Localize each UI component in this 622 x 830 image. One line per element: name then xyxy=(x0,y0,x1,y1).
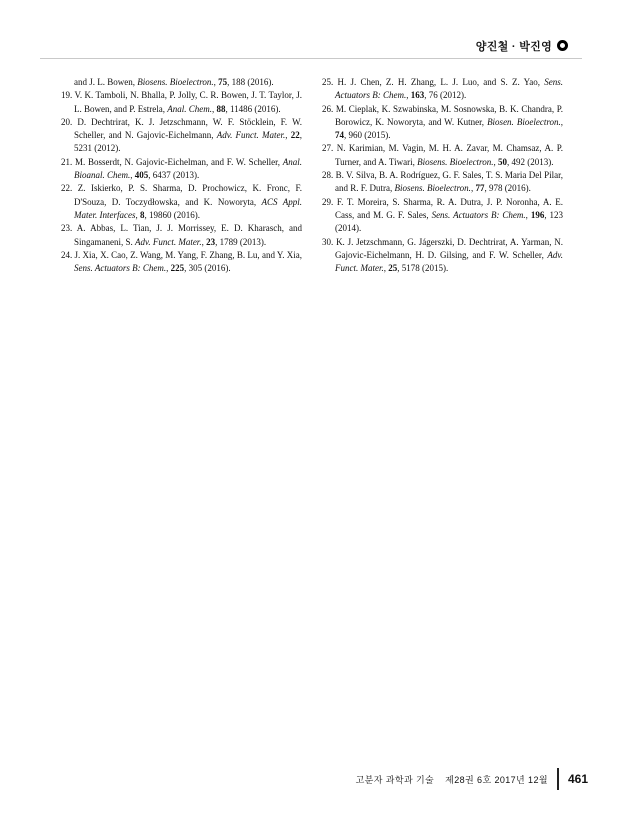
reference-text: , 305 (2016). xyxy=(184,263,231,274)
reference-text: 196 xyxy=(530,209,545,220)
reference-text: K. J. Jetzschmann, G. Jágerszki, D. Dechtrirat, A. Yarman, N. Gajovic-Eichelmann, H. D. Gilsing, and F. W. Scheller, xyxy=(335,236,563,260)
reference-text: , 76 (2012). xyxy=(424,90,467,101)
reference-item xyxy=(322,103,563,143)
reference-number: 28. xyxy=(322,170,336,181)
reference-item xyxy=(61,156,302,183)
reference-number: 27. xyxy=(322,143,337,154)
reference-item xyxy=(322,169,563,196)
reference-item xyxy=(322,196,563,236)
reference-text: Adv. Funct. Mater. xyxy=(335,249,563,274)
reference-text: Sens. Actuators B: Chem. xyxy=(431,209,526,220)
reference-number: 22. xyxy=(61,183,78,194)
reference-text: 75 xyxy=(218,77,228,87)
reference-text: 23 xyxy=(206,236,216,247)
reference-text: Biosen. Bioelectron. xyxy=(487,116,561,127)
reference-text: N. Karimian, M. Vagin, M. H. A. Zavar, M. Chamsaz, A. P. Turner, and A. Tiwari, xyxy=(335,143,563,167)
reference-text: 225 xyxy=(170,263,185,274)
footer-divider-bar xyxy=(557,768,559,790)
references-right-column xyxy=(322,76,563,275)
reference-text: , xyxy=(166,263,171,274)
reference-text: 77 xyxy=(475,183,485,194)
reference-text: 405 xyxy=(134,170,149,181)
reference-text: , 5231 (2012). xyxy=(74,130,302,154)
header-divider xyxy=(40,58,582,59)
reference-text: , 492 (2013). xyxy=(506,156,554,167)
reference-item xyxy=(61,116,302,156)
reference-text: Biosens. Bioelectron. xyxy=(137,77,214,87)
reference-text: J. Xia, X. Cao, Z. Wang, M. Yang, F. Zhang, B. Lu, and Y. Xia, xyxy=(74,249,302,260)
reference-text: , xyxy=(560,116,563,127)
reference-text: 8 xyxy=(139,209,145,220)
reference-text: , xyxy=(130,170,135,181)
reference-number: 26. xyxy=(322,103,336,114)
header-authors: 양진철 · 박진영 xyxy=(475,41,552,53)
reference-text: 25 xyxy=(388,263,398,274)
page-header xyxy=(40,38,568,54)
reference-text: , 6437 (2013). xyxy=(148,170,200,181)
reference-item xyxy=(322,236,563,276)
reference-text: F. T. Moreira, S. Sharma, R. A. Dutra, J. P. Noronha, A. E. Cass, and M. G. F. Sales, xyxy=(335,196,564,220)
reference-item xyxy=(61,76,302,89)
reference-text: , xyxy=(135,209,140,220)
reference-item xyxy=(322,76,563,103)
reference-text: Biosens. Bioelectron. xyxy=(417,156,494,167)
reference-text: , xyxy=(406,90,411,101)
page-footer xyxy=(356,768,588,790)
reference-number: 19. xyxy=(61,90,75,101)
references-section xyxy=(61,76,563,275)
reference-text: 50 xyxy=(497,156,507,167)
reference-text: Biosens. Bioelectron. xyxy=(394,183,471,194)
reference-text: A. Abbas, L. Tian, J. J. Morrissey, E. D. Kharasch, and Singamaneni, S. xyxy=(74,223,302,247)
reference-item xyxy=(322,142,563,169)
reference-text: V. K. Tamboli, N. Bhalla, P. Jolly, C. R. Bowen, J. T. Taylor, J. L. Bowen, and P. Estrela, xyxy=(74,90,302,114)
reference-number: 20. xyxy=(61,116,78,127)
reference-text: , xyxy=(285,130,291,141)
page-number: 461 xyxy=(567,772,588,786)
reference-number: 29. xyxy=(322,196,337,207)
reference-number: 30. xyxy=(322,236,337,247)
reference-text: Adv. Funct. Mater. xyxy=(135,236,202,247)
reference-number: 24. xyxy=(61,249,75,260)
reference-text: 22 xyxy=(290,130,300,141)
reference-item xyxy=(61,249,302,276)
reference-text: and J. L. Bowen, xyxy=(74,77,138,87)
reference-item xyxy=(61,89,302,116)
reference-text: , xyxy=(525,209,531,220)
reference-text: , xyxy=(211,103,217,114)
reference-text: Anal. Chem. xyxy=(167,103,212,114)
reference-text: , 978 (2016). xyxy=(484,183,531,194)
footer-issue-info: 제28권 6호 2017년 12월 xyxy=(445,774,548,785)
reference-text: 88 xyxy=(216,103,226,114)
reference-number: 23. xyxy=(61,223,77,234)
reference-text: , 11486 (2016). xyxy=(225,103,281,114)
reference-text: , xyxy=(213,77,219,87)
reference-text: M. Bosserdt, N. Gajovic-Eichelman, and F. W. Scheller, xyxy=(75,156,283,167)
reference-number: 21. xyxy=(61,156,76,167)
reference-text: 163 xyxy=(410,90,425,101)
reference-text: Anal. Bioanal. Chem. xyxy=(74,156,302,181)
reference-text: , xyxy=(201,236,207,247)
reference-text: H. J. Chen, Z. H. Zhang, L. J. Luo, and S. Z. Yao, xyxy=(337,77,545,87)
reference-text: Sens. Actuators B: Chem. xyxy=(74,263,167,274)
reference-text: , 1789 (2013). xyxy=(215,236,267,247)
reference-text: , 188 (2016). xyxy=(227,77,274,87)
reference-text: , 960 (2015). xyxy=(344,130,391,141)
reference-text: Adv. Funct. Mater. xyxy=(216,130,286,141)
reference-text: , xyxy=(493,156,498,167)
reference-text: 74 xyxy=(335,130,344,141)
reference-text: D. Dechtrirat, K. J. Jetzschmann, W. F. Stöcklein, F. W. Scheller, and N. Gajovic-Eichelmann, xyxy=(74,116,303,141)
reference-number: 25. xyxy=(322,77,338,87)
reference-text: , 19860 (2016). xyxy=(144,209,200,220)
reference-text: , 5178 (2015). xyxy=(397,263,449,274)
reference-text: ACS Appl. Mater. Interfaces xyxy=(74,196,302,220)
reference-text: , xyxy=(470,183,476,194)
footer-journal-title: 고분자 과학과 기술 xyxy=(355,774,435,785)
author-ring-icon xyxy=(557,40,568,51)
references-left-column xyxy=(61,76,302,275)
reference-text: B. V. Silva, B. A. Rodríguez, G. F. Sales, T. S. Maria Del Pilar, and R. F. Dutra, xyxy=(335,170,563,194)
reference-text: Z. Iskierko, P. S. Sharma, D. Prochowicz, K. Fronc, F. D'Souza, D. Toczydłowska, and K. Noworyta, xyxy=(74,183,302,207)
reference-text: Sens. Actuators B: Chem. xyxy=(335,77,563,101)
reference-text: M. Cieplak, K. Szwabinska, M. Sosnowska, B. K. Chandra, P. Borowicz, K. Noworyta, and W. Kutner, xyxy=(335,103,563,127)
reference-item xyxy=(61,182,302,222)
reference-item xyxy=(61,222,302,249)
reference-text: , xyxy=(383,263,389,274)
reference-text: , 123 (2014). xyxy=(335,209,563,234)
